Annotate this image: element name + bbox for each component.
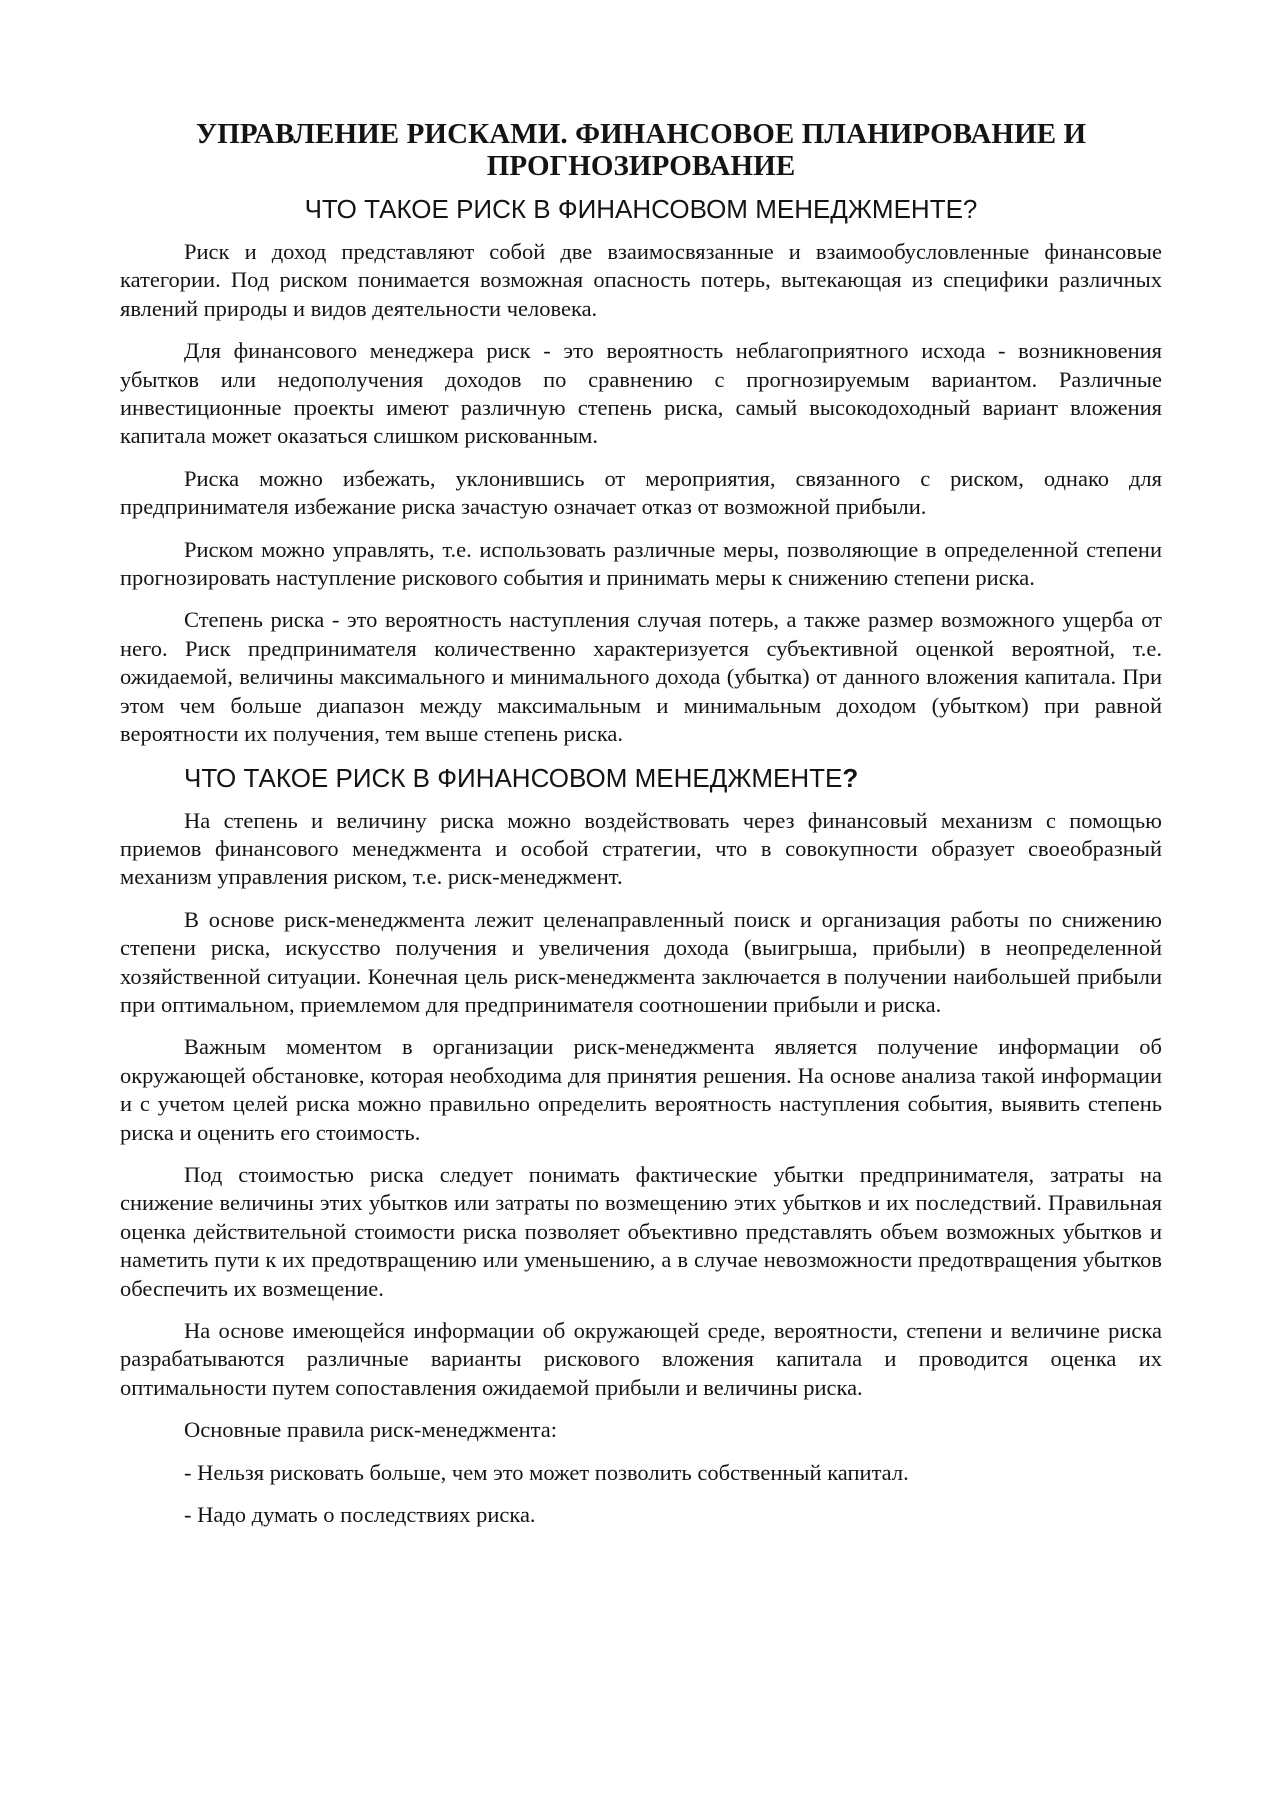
paragraph: Риска можно избежать, уклонившись от мероприятия, связанного с риском, однако для предпринимателя избежание риска зачастую означает отказ от возможной прибыли.	[120, 465, 1162, 520]
paragraph: Риском можно управлять, т.е. использовать различные меры, позволяющие в определенной степени прогнозировать наступление рискового события и принимать меры к снижению степени риска.	[120, 536, 1162, 591]
section-heading-2-mark: ?	[842, 762, 859, 793]
paragraph: В основе риск-менеджмента лежит целенаправленный поиск и организация работы по снижению степени риска, искусство получения и увеличения дохода (выигрыша, прибыли) в неопределенной хозяйственной ситуации. Конечная цель риск-менеджмента заключается в получении наибольшей прибыли при оптимальном, приемлемом для предпринимателя соотношении прибыли и риска.	[120, 906, 1162, 1017]
paragraph: Риск и доход представляют собой две взаимосвязанные и взаимообусловленные финансовые категории. Под риском понимается возможная опасность потерь, вытекающая из специфики различных явлений природы и видов деятельности человека.	[120, 239, 1162, 321]
section-heading-2	[120, 763, 1162, 793]
paragraph: На основе имеющейся информации об окружающей среде, вероятности, степени и величине риска разрабатываются различные варианты рискового вложения капитала и проводится оценка их оптимальности путем сопоставления ожидаемой прибыли и величины риска.	[120, 1318, 1162, 1400]
rules-intro: Основные правила риск-менеджмента:	[184, 1417, 557, 1443]
rule-item: - Нельзя рисковать больше, чем это может позволить собственный капитал.	[184, 1459, 909, 1485]
document-title: УПРАВЛЕНИЕ РИСКАМИ. ФИНАНСОВОЕ ПЛАНИРОВАНИЕ И ПРОГНОЗИРОВАНИЕ	[195, 118, 1087, 182]
rule-item: - Надо думать о последствиях риска.	[184, 1502, 536, 1528]
section-heading-1: ЧТО ТАКОЕ РИСК В ФИНАНСОВОМ МЕНЕДЖМЕНТЕ?	[304, 194, 978, 224]
paragraph: На степень и величину риска можно воздействовать через финансовый механизм с помощью приемов финансового менеджмента и особой стратегии, что в совокупности образует своеобразный механизм управления риском, т.е. риск-менеджмент.	[120, 807, 1162, 890]
paragraph: Под стоимостью риска следует понимать фактические убытки предпринимателя, затраты на снижение величины этих убытков или затраты по возмещению этих убытков и их последствий. Правильная оценка действительной стоимости риска позволяет объективно представлять объем возможных убытков и наметить пути к их предотвращению или уменьшению, а в случае невозможности предотвращения убытков обеспечить их возмещение.	[120, 1161, 1162, 1301]
document-page	[120, 118, 1162, 1543]
section-heading-2-text: ЧТО ТАКОЕ РИСК В ФИНАНСОВОМ МЕНЕДЖМЕНТЕ	[184, 762, 843, 793]
paragraph: Для финансового менеджера риск - это вероятность неблагоприятного исхода - возникновения убытков или недополучения доходов по сравнению с прогнозируемым вариантом. Различные инвестиционные проекты имеют различную степень риска, самый высокодоходный вариант вложения капитала может оказаться слишком рискованным.	[120, 338, 1162, 449]
paragraph: Степень риска - это вероятность наступления случая потерь, а также размер возможного ущерба от него. Риск предпринимателя количественно характеризуется субъективной оценкой вероятной, т.е. ожидаемой, величины максимального и минимального дохода (убытка) от данного вложения капитала. При этом чем больше диапазон между максимальным и минимальным доходом (убытком) при равной вероятности их получения, тем выше степень риска.	[120, 607, 1162, 747]
paragraph: Важным моментом в организации риск-менеджмента является получение информации об окружающей обстановке, которая необходима для принятия решения. На основе анализа такой информации и с учетом целей риска можно правильно определить вероятность наступления события, выявить степень риска и оценить его стоимость.	[120, 1034, 1162, 1145]
